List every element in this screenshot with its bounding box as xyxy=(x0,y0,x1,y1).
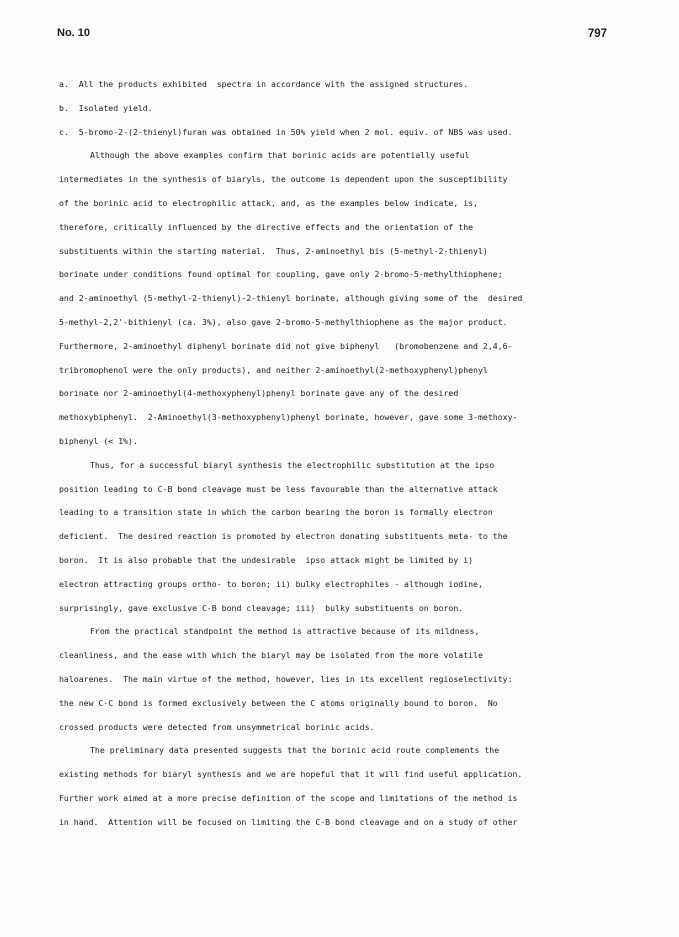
footnote-a: a. All the products exhibited spectra in accordance with the assigned structures. xyxy=(59,79,469,89)
text-line: Further work aimed at a more precise definition of the scope and limitations of the method is xyxy=(59,792,518,803)
text-line: cleanliness, and the ease with which the biaryl may be isolated from the more volatile xyxy=(59,650,483,661)
text-line: boron. It is also probable that the undesirable ipso attack might be limited by i) xyxy=(59,554,474,565)
text-line: From the practical standpoint the method is attractive because of its mildness, xyxy=(90,626,480,637)
text-line: biphenyl (< 1%). xyxy=(59,435,138,446)
text-line: tribromophenol were the only products), and neither 2-aminoethyl(2-methoxyphenyl)phenyl xyxy=(59,364,488,375)
text-line: leading to a transition state in which the carbon bearing the boron is formally electron xyxy=(59,507,493,518)
text-line: 5-methyl-2,2'-bithienyl (ca. 3%), also gave 2-bromo-5-methylthiophene as the major product. xyxy=(59,316,508,327)
text-line: intermediates in the synthesis of biaryls, the outcome is dependent upon the susceptibility xyxy=(59,174,508,185)
text-line: haloarenes. The main virtue of the method, however, lies in its excellent regioselectivity: xyxy=(59,673,513,684)
paragraph-3 xyxy=(59,620,609,739)
footnote-c: c. 5-bromo-2-(2-thienyl)furan was obtained in 50% yield when 2 mol. equiv. of NBS was used. xyxy=(59,126,513,137)
text-line: in hand. Attention will be focused on limiting the C-B bond cleavage and on a study of other xyxy=(59,816,518,827)
paragraph-2 xyxy=(59,454,609,621)
text-line: deficient. The desired reaction is promoted by electron donating substituents meta- to the xyxy=(59,531,508,542)
text-line: The preliminary data presented suggests that the borinic acid route complements the xyxy=(90,745,500,756)
page-header xyxy=(57,27,607,43)
text-line: Although the above examples confirm that borinic acids are potentially useful xyxy=(90,150,470,161)
journal-issue: No. 10 xyxy=(57,27,91,39)
text-line: substituents within the starting material. Thus, 2-aminoethyl bis (5-methyl-2-thienyl) xyxy=(59,245,488,256)
text-line: methoxybiphenyl. 2-Aminoethyl(3-methoxyphenyl)phenyl borinate, however, gave some 3-methoxy- xyxy=(59,412,518,423)
paragraph-1 xyxy=(59,144,609,453)
text-line: Furthermore, 2-aminoethyl diphenyl borinate did not give biphenyl (bromobenzene and 2,4,6- xyxy=(59,340,513,351)
text-line: borinate nor 2-aminoethyl(4-methoxyphenyl)phenyl borinate gave any of the desired xyxy=(59,388,459,399)
text-line: position leading to C-B bond cleavage must be less favourable than the alternative attack xyxy=(59,483,498,494)
text-line: existing methods for biaryl synthesis and we are hopeful that it will find useful application. xyxy=(59,769,523,780)
page-number: 797 xyxy=(587,28,607,40)
text-line: Thus, for a successful biaryl synthesis the electrophilic substitution at the ipso xyxy=(90,459,495,470)
text-line: the new C-C bond is formed exclusively between the C atoms originally bound to boron. No xyxy=(59,697,498,708)
footnote-b: b. Isolated yield. xyxy=(59,102,153,113)
page-body xyxy=(59,73,609,835)
text-line: electron attracting groups ortho- to boron; ii) bulky electrophiles - although iodine, xyxy=(59,578,483,589)
text-line: surprisingly, gave exclusive C-B bond cleavage; iii) bulky substituents on boron. xyxy=(59,602,464,613)
text-line: therefore, critically influenced by the directive effects and the orientation of the xyxy=(59,221,474,232)
paragraph-4 xyxy=(59,739,609,834)
text-line: crossed products were detected from unsymmetrical borinic acids. xyxy=(59,721,375,732)
text-line: of the borinic acid to electrophilic attack, and, as the examples below indicate, is, xyxy=(59,197,478,208)
text-line: and 2-aminoethyl (5-methyl-2-thienyl)-2-thienyl borinate, although giving some of the desired xyxy=(59,293,523,304)
footnotes xyxy=(59,73,609,144)
text-line: borinate under conditions found optimal for coupling, gave only 2-bromo-5-methylthiophene; xyxy=(59,269,503,280)
